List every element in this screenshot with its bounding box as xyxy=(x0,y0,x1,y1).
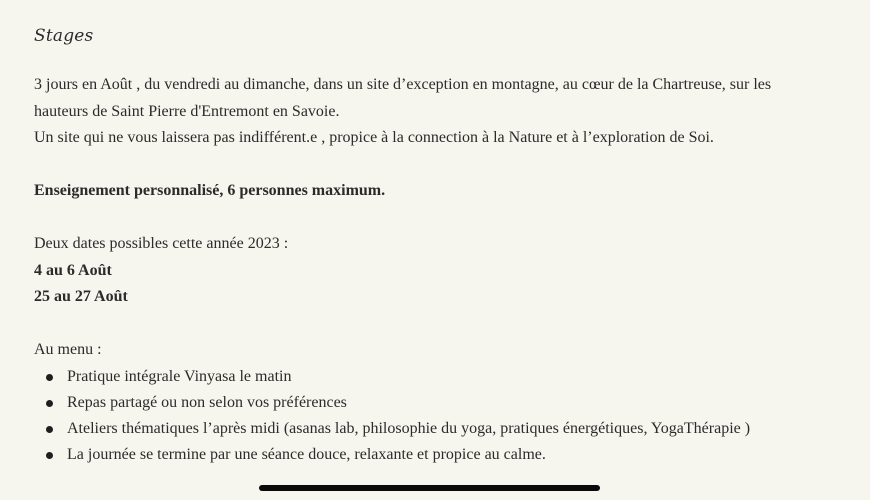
menu-label: Au menu : xyxy=(34,341,102,358)
bullet-icon xyxy=(46,452,53,459)
menu-item xyxy=(34,442,834,468)
menu-item xyxy=(34,364,834,390)
spacer xyxy=(34,205,834,232)
menu-item xyxy=(34,390,834,416)
menu-item-text: La journée se termine par une séance douce, relaxante et propice au calme. xyxy=(67,446,546,464)
menu-list xyxy=(34,364,834,469)
menu-item-text: Repas partagé ou non selon vos préférences xyxy=(67,393,347,411)
intro-line-2: hauteurs de Saint Pierre d'Entremont en Savoie. xyxy=(34,102,340,120)
spacer xyxy=(34,152,834,179)
intro-line-3: Un site qui ne vous laissera pas indifférent.e , propice à la connection à la Nature et à l’exploration de Soi. xyxy=(34,129,714,146)
page-title: Stages xyxy=(34,26,94,46)
date-second: 25 au 27 Août xyxy=(34,288,128,305)
home-indicator[interactable] xyxy=(259,485,600,491)
page-content xyxy=(34,24,834,469)
spacer xyxy=(34,311,834,338)
intro-line-1: 3 jours en Août , du vendredi au dimanche, dans un site d’exception en montagne, au cœur de la Chartreuse, sur les xyxy=(34,76,772,93)
teaching-note: Enseignement personnalisé, 6 personnes maximum. xyxy=(34,182,386,199)
bullet-icon xyxy=(46,400,53,407)
menu-item-text: Ateliers thématiques l’après midi (asanas lab, philosophie du yoga, pratiques énergétiques, YogaThérapie ) xyxy=(67,420,751,438)
date-first: 4 au 6 Août xyxy=(34,261,112,279)
dates-intro: Deux dates possibles cette année 2023 : xyxy=(34,235,289,252)
menu-item xyxy=(34,416,834,442)
bullet-icon xyxy=(46,374,53,381)
bullet-icon xyxy=(46,426,53,433)
menu-item-text: Pratique intégrale Vinyasa le matin xyxy=(67,367,292,385)
